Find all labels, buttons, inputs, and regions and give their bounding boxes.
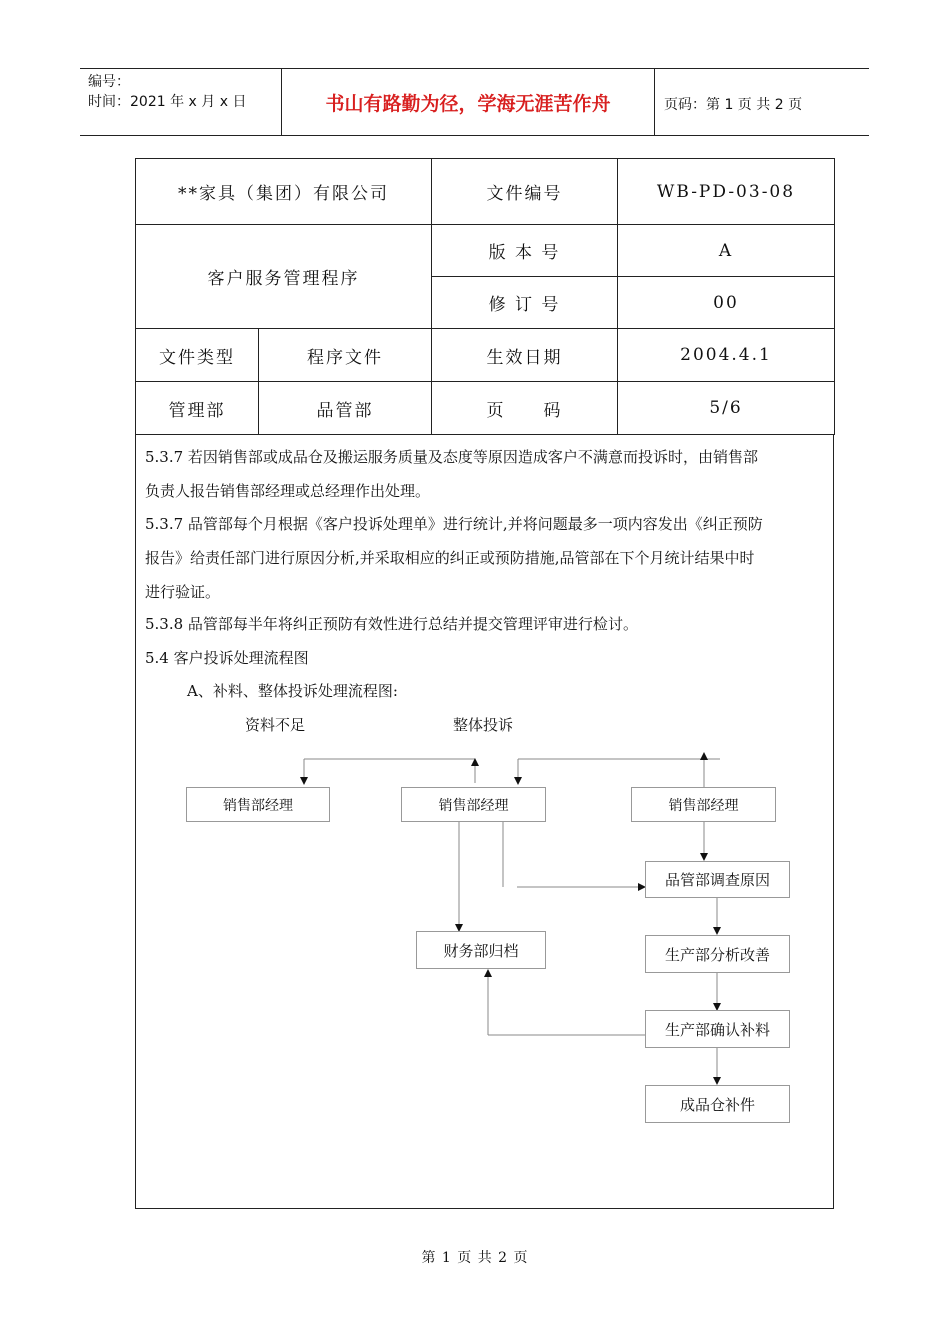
text-line: 5.3.7 品管部每个月根据《客户投诉处理单》进行统计,并将问题最多一项内容发出《纠正预防 bbox=[145, 515, 763, 533]
revision-value: 00 bbox=[618, 277, 835, 329]
version-value: A bbox=[618, 225, 835, 277]
revision-label: 修 订 号 bbox=[432, 277, 618, 329]
dept-label: 管理部 bbox=[136, 382, 259, 435]
flow-box-production-analysis: 生产部分析改善 bbox=[645, 935, 790, 973]
page-value: 5/6 bbox=[618, 382, 835, 435]
page-label: 页 码 bbox=[432, 382, 618, 435]
section-5-4-heading: 5.4 客户投诉处理流程图 bbox=[145, 649, 309, 667]
serial-number-label: 编号： bbox=[88, 74, 130, 90]
flow-box-finance-archive: 财务部归档 bbox=[416, 931, 546, 969]
text-line: 进行验证。 bbox=[145, 583, 221, 601]
flow-box-warehouse-replenish: 成品仓补件 bbox=[645, 1085, 790, 1123]
procedure-title: 客户服务管理程序 bbox=[136, 225, 432, 329]
dept-value: 品管部 bbox=[259, 382, 432, 435]
flow-box-sales-manager-1: 销售部经理 bbox=[186, 787, 330, 822]
flow-box-sales-manager-3: 销售部经理 bbox=[631, 787, 776, 822]
text-line: 报告》给责任部门进行原因分析,并采取相应的纠正或预防措施,品管部在下个月统计结果中时 bbox=[145, 549, 755, 567]
company-name: **家具（集团）有限公司 bbox=[136, 159, 432, 225]
flow-box-sales-manager-2: 销售部经理 bbox=[401, 787, 546, 822]
flow-label-overall-complaint: 整体投诉 bbox=[453, 716, 514, 734]
text-line: 5.3.7 若因销售部或成品仓及搬运服务质量及态度等原因造成客户不满意而投诉时，由销售部 bbox=[145, 448, 758, 466]
flowchart-caption: A、补料、整体投诉处理流程图: bbox=[187, 682, 398, 700]
doc-number: WB-PD-03-08 bbox=[618, 159, 835, 225]
version-label: 版 本 号 bbox=[432, 225, 618, 277]
effective-date-label: 生效日期 bbox=[432, 329, 618, 382]
flow-box-production-confirm: 生产部确认补料 bbox=[645, 1010, 790, 1048]
header-motto: 书山有路勤为径，学海无涯苦作舟 bbox=[325, 92, 611, 115]
doc-number-label: 文件编号 bbox=[432, 159, 618, 225]
page-footer: 第 1 页 共 2 页 bbox=[421, 1250, 529, 1266]
header-page-label: 页码：第 1 页 共 2 页 bbox=[664, 97, 803, 113]
time-label: 时间：2021 年 x 月 x 日 bbox=[88, 94, 247, 110]
flow-label-insufficient-info: 资料不足 bbox=[245, 716, 306, 734]
paragraph-5-3-8: 5.3.8 品管部每半年将纠正预防有效性进行总结并提交管理评审进行检讨。 bbox=[145, 615, 638, 633]
text-line: 负责人报告销售部经理或总经理作出处理。 bbox=[145, 482, 431, 500]
effective-date-value: 2004.4.1 bbox=[618, 329, 835, 382]
doc-type-value: 程序文件 bbox=[259, 329, 432, 382]
flow-box-qc-investigation: 品管部调查原因 bbox=[645, 861, 790, 898]
doc-type-label: 文件类型 bbox=[136, 329, 259, 382]
